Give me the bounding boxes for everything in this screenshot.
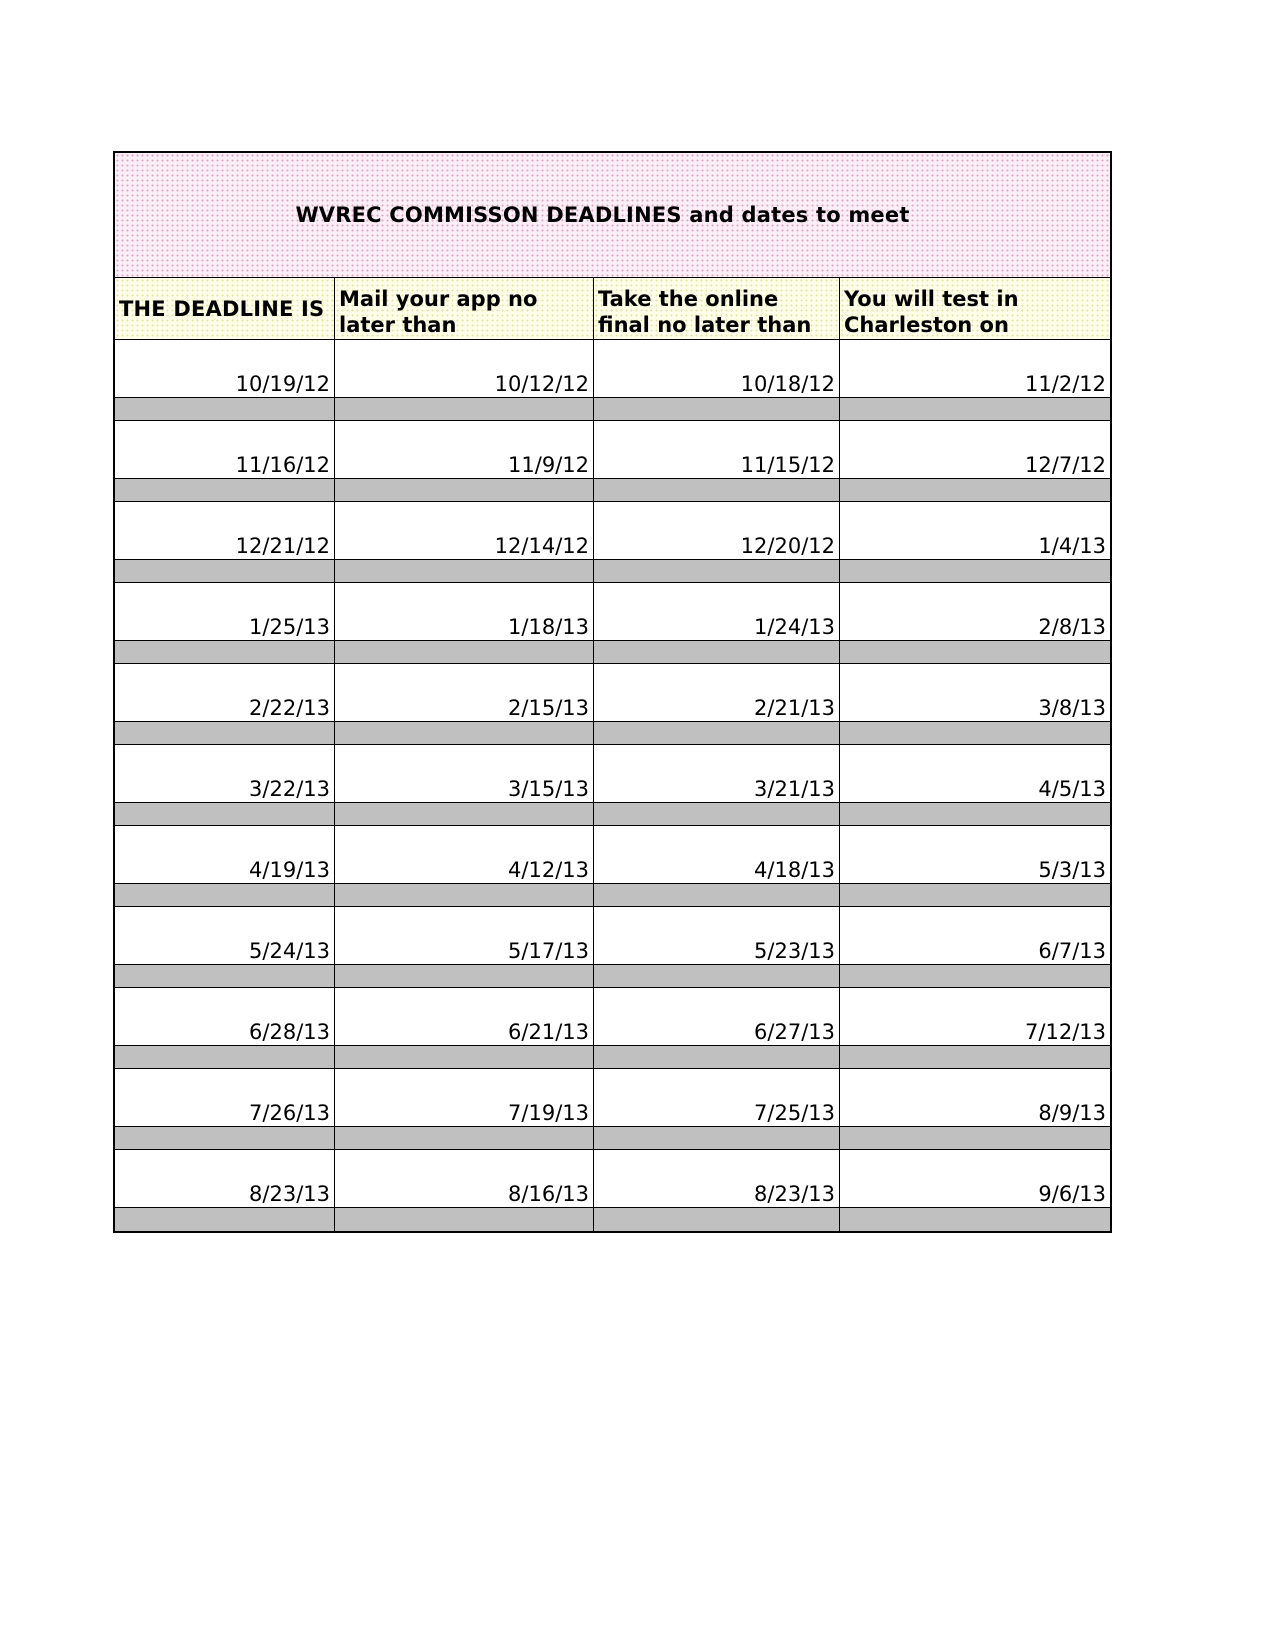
column-header-online-final: Take the online final no later than (594, 278, 840, 340)
table-cell-online-final: 12/20/12 (594, 502, 840, 559)
table-cell-online-final: 10/18/12 (594, 340, 840, 397)
table-cell-test-date: 11/2/12 (840, 340, 1110, 397)
row-separator (594, 964, 840, 988)
row-separator (335, 964, 594, 988)
row-separator (115, 964, 335, 988)
table-cell-test-date: 5/3/13 (840, 826, 1110, 883)
row-separator (335, 640, 594, 664)
row-separator (115, 478, 335, 502)
table-cell-test-date: 6/7/13 (840, 907, 1110, 964)
table-cell-mail-app: 1/18/13 (335, 583, 594, 640)
row-separator (840, 478, 1110, 502)
row-separator (335, 1045, 594, 1069)
table-cell-test-date: 8/9/13 (840, 1069, 1110, 1126)
row-separator (115, 883, 335, 907)
table-cell-deadline: 8/23/13 (115, 1150, 335, 1207)
row-separator (335, 802, 594, 826)
row-separator (335, 1207, 594, 1231)
table-cell-mail-app: 10/12/12 (335, 340, 594, 397)
row-separator (840, 1126, 1110, 1150)
table-cell-test-date: 7/12/13 (840, 988, 1110, 1045)
row-separator (335, 1126, 594, 1150)
table-cell-deadline: 1/25/13 (115, 583, 335, 640)
row-separator (840, 1207, 1110, 1231)
row-separator (594, 802, 840, 826)
table-cell-deadline: 5/24/13 (115, 907, 335, 964)
row-separator (335, 478, 594, 502)
page-title: WVREC COMMISSON DEADLINES and dates to meet (295, 203, 910, 227)
table-cell-deadline: 2/22/13 (115, 664, 335, 721)
row-separator (335, 559, 594, 583)
row-separator (115, 559, 335, 583)
row-separator (594, 640, 840, 664)
row-separator (594, 1126, 840, 1150)
row-separator (840, 559, 1110, 583)
table-cell-deadline: 3/22/13 (115, 745, 335, 802)
table-cell-online-final: 3/21/13 (594, 745, 840, 802)
table-cell-test-date: 4/5/13 (840, 745, 1110, 802)
row-separator (840, 883, 1110, 907)
row-separator (115, 721, 335, 745)
row-separator (335, 883, 594, 907)
row-separator (840, 397, 1110, 421)
table-cell-test-date: 3/8/13 (840, 664, 1110, 721)
table-cell-online-final: 11/15/12 (594, 421, 840, 478)
table-cell-deadline: 4/19/13 (115, 826, 335, 883)
row-separator (115, 1045, 335, 1069)
title-band (115, 153, 1110, 278)
row-separator (594, 559, 840, 583)
row-separator (594, 1207, 840, 1231)
row-separator (335, 721, 594, 745)
table-cell-online-final: 8/23/13 (594, 1150, 840, 1207)
table-cell-online-final: 2/21/13 (594, 664, 840, 721)
row-separator (840, 1045, 1110, 1069)
column-header-deadline: THE DEADLINE IS (115, 278, 335, 340)
row-separator (840, 802, 1110, 826)
table-cell-mail-app: 6/21/13 (335, 988, 594, 1045)
deadlines-table (113, 151, 1112, 1233)
row-separator (594, 397, 840, 421)
row-separator (594, 478, 840, 502)
table-cell-test-date: 1/4/13 (840, 502, 1110, 559)
table-cell-online-final: 5/23/13 (594, 907, 840, 964)
row-separator (115, 1207, 335, 1231)
table-cell-mail-app: 11/9/12 (335, 421, 594, 478)
row-separator (840, 640, 1110, 664)
table-cell-deadline: 6/28/13 (115, 988, 335, 1045)
table-cell-mail-app: 7/19/13 (335, 1069, 594, 1126)
row-separator (594, 883, 840, 907)
table-cell-online-final: 4/18/13 (594, 826, 840, 883)
table-cell-test-date: 9/6/13 (840, 1150, 1110, 1207)
table-cell-online-final: 7/25/13 (594, 1069, 840, 1126)
row-separator (840, 721, 1110, 745)
row-separator (115, 640, 335, 664)
row-separator (594, 721, 840, 745)
row-separator (115, 397, 335, 421)
table-cell-online-final: 6/27/13 (594, 988, 840, 1045)
table-cell-deadline: 7/26/13 (115, 1069, 335, 1126)
column-header-test-date: You will test in Charleston on (840, 278, 1110, 340)
table-cell-online-final: 1/24/13 (594, 583, 840, 640)
row-separator (115, 1126, 335, 1150)
table-cell-deadline: 11/16/12 (115, 421, 335, 478)
column-header-mail-app: Mail your app no later than (335, 278, 594, 340)
table-cell-test-date: 12/7/12 (840, 421, 1110, 478)
table-grid (115, 278, 1110, 1231)
table-cell-mail-app: 12/14/12 (335, 502, 594, 559)
table-cell-mail-app: 3/15/13 (335, 745, 594, 802)
table-cell-test-date: 2/8/13 (840, 583, 1110, 640)
row-separator (335, 397, 594, 421)
row-separator (115, 802, 335, 826)
row-separator (594, 1045, 840, 1069)
row-separator (840, 964, 1110, 988)
table-cell-mail-app: 2/15/13 (335, 664, 594, 721)
table-cell-mail-app: 8/16/13 (335, 1150, 594, 1207)
table-cell-mail-app: 5/17/13 (335, 907, 594, 964)
table-cell-mail-app: 4/12/13 (335, 826, 594, 883)
table-cell-deadline: 10/19/12 (115, 340, 335, 397)
table-cell-deadline: 12/21/12 (115, 502, 335, 559)
